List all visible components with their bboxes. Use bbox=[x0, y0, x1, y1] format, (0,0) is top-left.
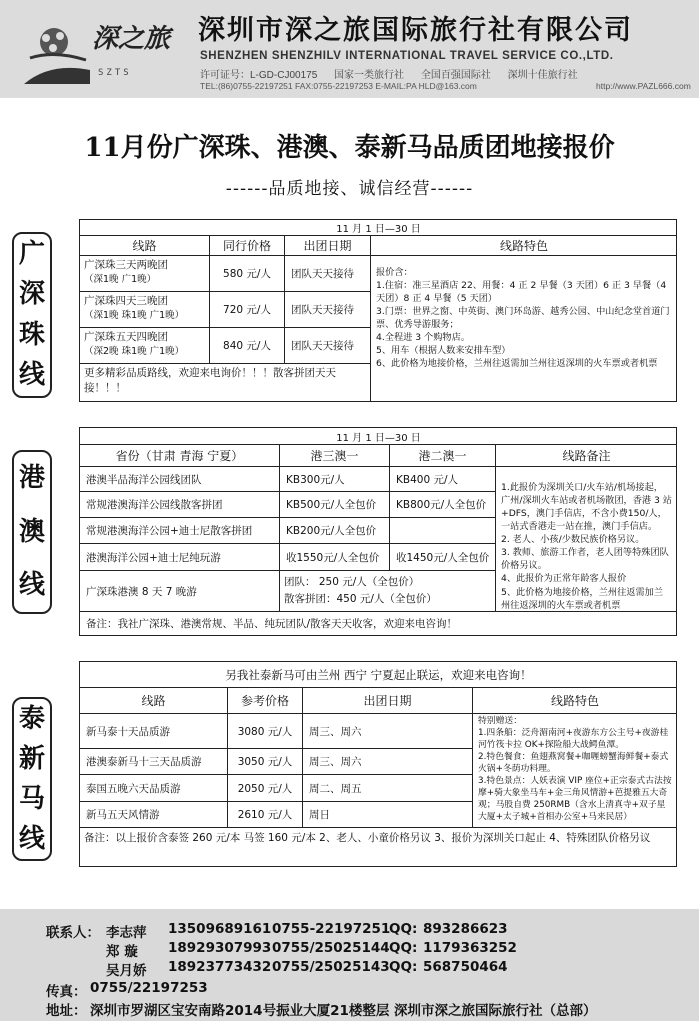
banner: 另我社泰新马可由兰州 西宁 宁夏起止联运，欢迎来电咨询！ bbox=[80, 662, 677, 688]
contact-mobile: 18923773432 bbox=[168, 959, 272, 975]
fax-label: 传真： bbox=[46, 984, 87, 1000]
date: 团队天天接待 bbox=[285, 292, 371, 328]
col-header: 线路特色 bbox=[371, 236, 677, 256]
feature-line: 6、此价格为地接价格，兰州往返需加兰州往返深圳的火车票或者机票 bbox=[376, 358, 658, 370]
table-row-route: 港澳半品海洋公园线团队 bbox=[80, 467, 280, 492]
feature-line: 1.住宿：准三星酒店 22、用餐：4 正 2 早餐（3 天团）6 正 3 早餐（4 天团）8 正 4 早餐（5 天团） bbox=[376, 280, 667, 305]
date: 团队天天接待 bbox=[285, 328, 371, 364]
price: KB800元/人全包价 bbox=[390, 492, 496, 518]
side-label-txm bbox=[12, 697, 52, 861]
date: 周日 bbox=[303, 802, 473, 828]
route-name: 广深珠三天两晚团 bbox=[84, 259, 168, 271]
table-txm bbox=[79, 661, 677, 867]
route-name: 广深珠四天三晚团 bbox=[84, 295, 168, 307]
price: 720 元/人 bbox=[210, 292, 285, 328]
price: 收1450元/人全包价 bbox=[390, 544, 496, 571]
table-row-route: 常规港澳海洋公园+迪士尼散客拼团 bbox=[80, 518, 280, 544]
contact-name: 吴月娇 bbox=[106, 963, 147, 979]
table-row-route bbox=[80, 328, 210, 364]
remark-line: 3. 教师、旅游工作者，老人团等特殊团队价格另议。 bbox=[501, 547, 669, 572]
feature-line: 1.四条船：泛舟湄南河+夜游东方公主号+夜游桂河竹筏卡拉 OK+探险船大战鳄鱼潭。 bbox=[478, 727, 669, 750]
price: KB200元/人全包价 bbox=[280, 518, 390, 544]
table-row-route: 新马五天风情游 bbox=[80, 802, 228, 828]
side-char: 泰 bbox=[18, 703, 45, 734]
price: 2610 元/人 bbox=[228, 802, 303, 828]
side-label-gsz bbox=[12, 232, 52, 398]
price bbox=[390, 518, 496, 544]
contact-mobile: 13509689161 bbox=[168, 921, 272, 937]
logo-sub: SZTS bbox=[98, 68, 132, 78]
remark-line: 1.此报价为深圳关口/火车站/机场接起，广州/深圳火车站或者机场散团，香港 3 站+DFS，澳门手信店，不含小费150/人，一站式香港走一站在推，澳门手信店。 bbox=[501, 482, 672, 533]
route-detail: （深1晚 珠1晚 广1晚） bbox=[84, 310, 185, 322]
col-header: 港二澳一 bbox=[390, 445, 496, 467]
contact-phone: 0755-22197251 bbox=[272, 921, 391, 937]
price-group bbox=[280, 571, 496, 612]
side-char: 线 bbox=[18, 570, 45, 601]
side-char: 马 bbox=[18, 783, 45, 814]
logo-script: 深之旅 bbox=[92, 24, 171, 54]
team-price: 团队： 250 元/人（全包价） bbox=[284, 576, 420, 588]
remark-line: 5、此价格为地接价格，兰州往返需加兰州往返深圳的火车票或者机票 bbox=[501, 586, 664, 611]
table-gsz bbox=[79, 219, 677, 402]
side-char: 深 bbox=[18, 279, 45, 310]
address-row bbox=[0, 999, 699, 1019]
date: 周三、周六 bbox=[303, 714, 473, 749]
period-row: 11 月 1 日—30 日 bbox=[80, 428, 677, 445]
feature-line: 2.特色餐食：鱼翅燕窝餐+咖喱螃蟹海鲜餐+泰式火锅+冬荫功料理。 bbox=[478, 751, 669, 774]
feature-line: 特别赠送： bbox=[478, 716, 522, 726]
side-char: 新 bbox=[18, 743, 45, 774]
license-number: 许可证号：L-GD-CJ00175 bbox=[200, 70, 318, 81]
note: 备注：以上报价含泰签 260 元/本 马签 160 元/本 2、老人、小童价格另议 3、报价为深圳关口起止 4、特殊团队价格另议 bbox=[84, 832, 651, 844]
table-row-route: 广深珠港澳 8 天 7 晚游 bbox=[80, 571, 280, 612]
table-row-route: 港澳泰新马十三天品质游 bbox=[80, 749, 228, 775]
col-header: 线路 bbox=[80, 236, 210, 256]
contact-qq: 1179363252 bbox=[423, 940, 517, 956]
contact-name: 李志萍 bbox=[106, 925, 147, 941]
qq-label: QQ: bbox=[389, 921, 418, 937]
period-row: 11 月 1 日—30 日 bbox=[80, 220, 677, 236]
mixed-price: 散客拼团：450 元/人（全包价） bbox=[284, 592, 437, 605]
features bbox=[371, 256, 677, 401]
table-row-route: 港澳海洋公园+迪士尼纯玩游 bbox=[80, 544, 280, 571]
contact-name: 郑 璇 bbox=[106, 944, 138, 960]
feature-line: 3.门票：世界之窗、中英街、澳门环岛游、越秀公园、中山纪念堂首道门票、优秀导游服务； bbox=[376, 306, 670, 331]
remarks bbox=[496, 467, 677, 612]
contact-row bbox=[0, 921, 699, 941]
side-char: 线 bbox=[18, 360, 45, 391]
table-hk bbox=[79, 427, 677, 636]
price: 3080 元/人 bbox=[228, 714, 303, 749]
rank-2: 全国百强国际社 bbox=[420, 70, 491, 81]
price: 3050 元/人 bbox=[228, 749, 303, 775]
price: 840 元/人 bbox=[210, 328, 285, 364]
contact-line: TEL:(86)0755-22197251 FAX:0755-22197253 E-MAIL:PA HLD@163.com bbox=[200, 81, 477, 91]
note: 更多精彩品质路线，欢迎来电询价！！！散客拼团天天接！！！ bbox=[80, 364, 371, 401]
qq-label: QQ: bbox=[389, 959, 418, 975]
side-char: 线 bbox=[18, 823, 45, 854]
contact-row bbox=[0, 959, 699, 979]
address-label: 地址： bbox=[46, 1003, 87, 1019]
table-row-route: 泰国五晚六天品质游 bbox=[80, 775, 228, 802]
col-header: 省份（甘肃 青海 宁夏） bbox=[80, 445, 280, 467]
note: 备注：我社广深珠、港澳常规、半品、纯玩团队/散客天天收客，欢迎来电咨询！ bbox=[86, 618, 458, 630]
side-char: 澳 bbox=[18, 516, 45, 547]
contact-row bbox=[0, 940, 699, 960]
page-title: 11月份广深珠、港澳、泰新马品质团地接报价 bbox=[84, 133, 615, 163]
route-detail: （深1晚 广1晚） bbox=[84, 274, 157, 286]
company-header bbox=[0, 0, 699, 98]
fax-number: 0755/22197253 bbox=[90, 980, 208, 996]
website: http://www.PAZL666.com bbox=[596, 81, 691, 91]
side-label-hk bbox=[12, 450, 52, 614]
date: 周三、周六 bbox=[303, 749, 473, 775]
feature-line: 报价含： bbox=[376, 267, 413, 278]
col-header: 出团日期 bbox=[285, 236, 371, 256]
contact-footer bbox=[0, 909, 699, 1021]
rank-3: 深圳十佳旅行社 bbox=[507, 70, 578, 81]
feature-line: 4.全程进 3 个购物店。 bbox=[376, 332, 470, 344]
col-header: 出团日期 bbox=[303, 688, 473, 714]
license-line bbox=[200, 66, 592, 81]
route-detail: （深2晚 珠1晚 广1晚） bbox=[84, 346, 185, 358]
price: 580 元/人 bbox=[210, 256, 285, 292]
table-row-route bbox=[80, 292, 210, 328]
col-header: 港三澳一 bbox=[280, 445, 390, 467]
price: 2050 元/人 bbox=[228, 775, 303, 802]
feature-line: 3.特色景点：人妖表演 VIP 座位+正宗泰式古法按摩+骑大象坐马车+金三角风情游+芭提雅五大奇观；马股自费 250RMB（含水上清真寺+双子星大厦+太子城+首相办公室+马来民居） bbox=[478, 775, 672, 822]
side-char: 珠 bbox=[18, 319, 45, 350]
feature-line: 5、用车（根据人数来安排车型） bbox=[376, 345, 511, 357]
contact-mobile: 18929307993 bbox=[168, 940, 272, 956]
col-header: 线路特色 bbox=[473, 688, 677, 714]
col-header: 参考价格 bbox=[228, 688, 303, 714]
remark-line: 4、此报价为正常年龄客人报价 bbox=[501, 573, 627, 585]
company-name-en: SHENZHEN SHENZHILV INTERNATIONAL TRAVEL SERVICE CO.,LTD. bbox=[200, 50, 614, 62]
side-char: 港 bbox=[18, 463, 45, 494]
price: KB400 元/人 bbox=[390, 467, 496, 492]
route-name: 广深珠五天四晚团 bbox=[84, 331, 168, 343]
date: 周二、周五 bbox=[303, 775, 473, 802]
col-header: 线路 bbox=[80, 688, 228, 714]
remark-line: 2. 老人、小孩/少数民族价格另议。 bbox=[501, 534, 645, 546]
table-row-route bbox=[80, 256, 210, 292]
features bbox=[473, 714, 677, 828]
price: KB500元/人全包价 bbox=[280, 492, 390, 518]
col-header: 同行价格 bbox=[210, 236, 285, 256]
rank-1: 国家一类旅行社 bbox=[334, 70, 405, 81]
fax-row bbox=[0, 980, 699, 1000]
side-char: 广 bbox=[18, 238, 45, 269]
table-row-route: 常规港澳海洋公园线散客拼团 bbox=[80, 492, 280, 518]
contact-phone: 0755/25025144 bbox=[272, 940, 390, 956]
contact-qq: 568750464 bbox=[423, 959, 508, 975]
price: 收1550元/人全包价 bbox=[280, 544, 390, 571]
contact-phone: 0755/25025143 bbox=[272, 959, 390, 975]
contact-qq: 893286623 bbox=[423, 921, 508, 937]
address: 深圳市罗湖区宝安南路2014号振业大厦21楼整层 深圳市深之旅国际旅行社（总部） bbox=[90, 1003, 597, 1019]
col-header: 线路备注 bbox=[496, 445, 677, 467]
qq-label: QQ: bbox=[389, 940, 418, 956]
page-subtitle: ------品质地接、诚信经营------ bbox=[225, 179, 474, 199]
table-row-route: 新马泰十天品质游 bbox=[80, 714, 228, 749]
contact-label: 联系人： bbox=[46, 925, 100, 941]
price: KB300元/人 bbox=[280, 467, 390, 492]
company-name-cn: 深圳市深之旅国际旅行社有限公司 bbox=[198, 15, 633, 46]
date: 团队天天接待 bbox=[285, 256, 371, 292]
